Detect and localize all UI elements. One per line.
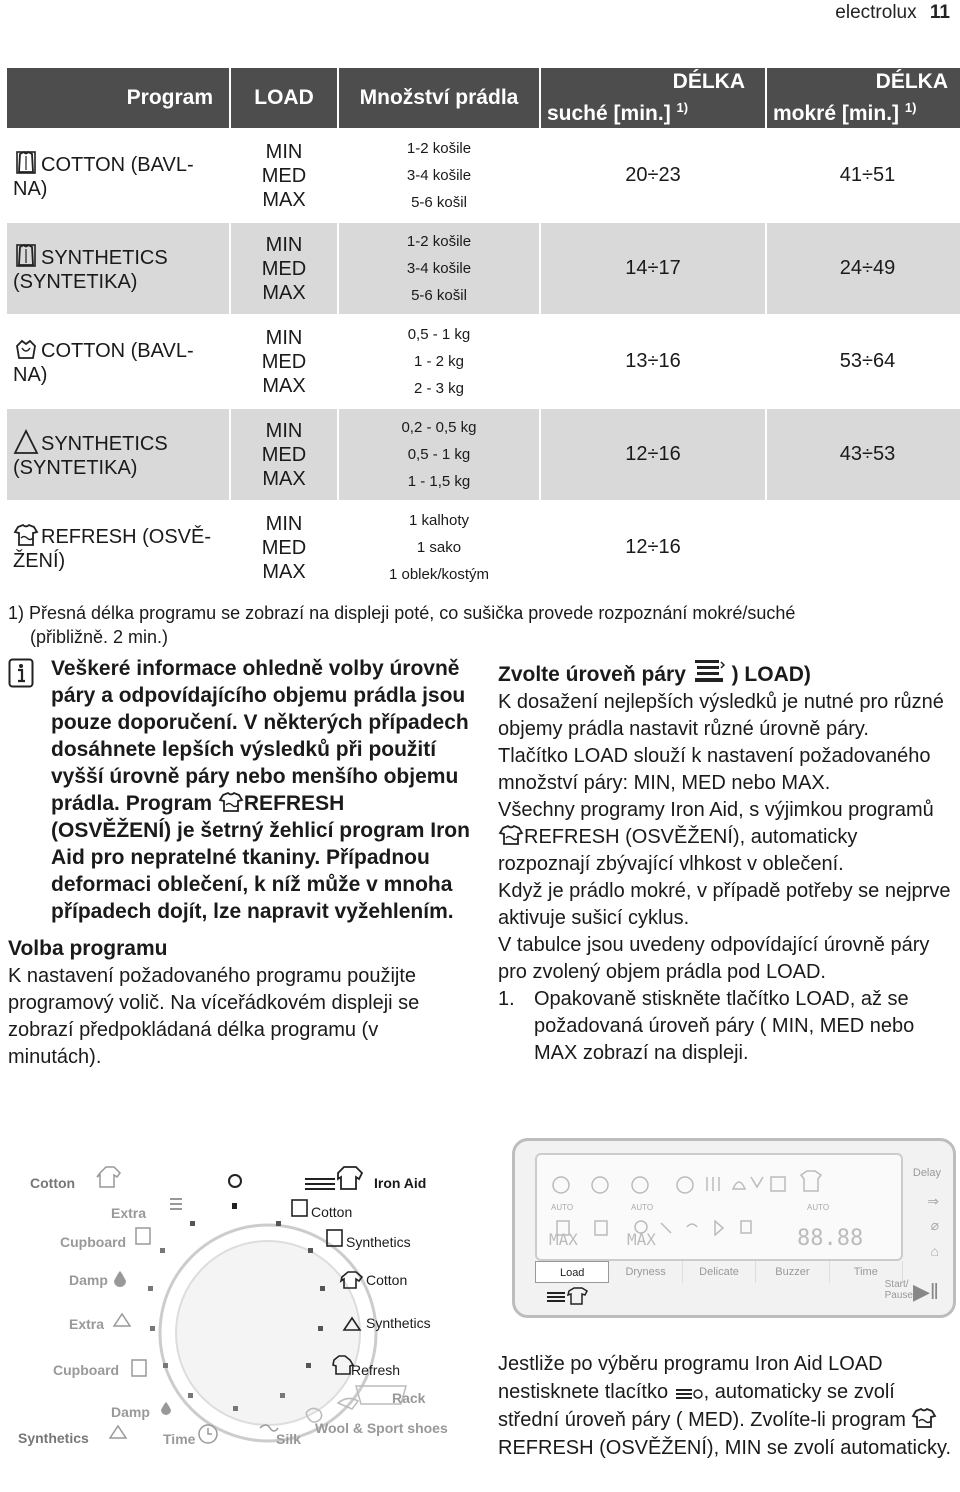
header-load: LOAD bbox=[231, 68, 337, 130]
dial-label-cupboard-synth: Cupboard bbox=[53, 1362, 120, 1378]
load-cell bbox=[231, 409, 337, 502]
amount-value: 0,5 - 1 kg bbox=[407, 326, 471, 343]
header-wet-title: DÉLKA bbox=[875, 70, 948, 93]
program-name: REFRESH (OSVĚ-ŽENÍ) bbox=[13, 526, 212, 572]
dial-label-cotton: Cotton bbox=[30, 1175, 76, 1191]
dial-label-ia-refresh: Refresh bbox=[351, 1362, 401, 1378]
triangle-icon bbox=[13, 429, 39, 455]
program-name: SYNTHETICS (SYNTETIKA) bbox=[13, 433, 168, 479]
dial-label-time: Time bbox=[163, 1431, 196, 1447]
steam-level-icon bbox=[674, 1385, 704, 1401]
load-button[interactable]: Load bbox=[535, 1261, 609, 1283]
amount-value: 1 oblek/kostým bbox=[388, 566, 490, 583]
dial-label-ia-cotton2: Cotton bbox=[366, 1272, 408, 1288]
load-level: MED bbox=[261, 257, 307, 280]
dial-label-ia-cotton: Cotton bbox=[311, 1204, 353, 1220]
refresh-shirt-icon bbox=[218, 791, 244, 813]
program-name-cell bbox=[7, 502, 229, 595]
load-cell bbox=[231, 223, 337, 316]
shirt-icon bbox=[13, 150, 39, 176]
page-number: 11 bbox=[929, 2, 950, 23]
dry-time-cell: 20÷23 bbox=[541, 130, 765, 223]
display bbox=[535, 1153, 903, 1261]
load-cell bbox=[231, 316, 337, 409]
program-name: COTTON (BAVL-NA) bbox=[13, 154, 194, 200]
load-level: MIN bbox=[265, 512, 303, 535]
notice-part1: Veškeré informace ohledně volby úrovně páry a odpovídajícího objemu prádla jsou pouze doporučení. V některých případech dosáhnete lepších výsledků při použití vyšší úrovně páry nebo menšího objemu prádla. Program bbox=[51, 657, 469, 815]
amount-value: 5-6 košil bbox=[411, 287, 467, 304]
header-dry-title: DÉLKA bbox=[672, 70, 745, 93]
dial-label-wool: Wool & Sport shoes bbox=[315, 1420, 448, 1436]
footnote-line2: (přibližně. 2 min.) bbox=[30, 627, 169, 647]
step-1 bbox=[498, 986, 954, 1067]
amount-value: 1-2 košile bbox=[406, 140, 472, 157]
step-number: 1. bbox=[498, 988, 515, 1010]
dry-time-cell: 13÷16 bbox=[541, 316, 765, 409]
dryness-button[interactable]: Dryness bbox=[609, 1261, 682, 1283]
load-level: MED bbox=[261, 164, 307, 187]
dial-label-damp: Damp bbox=[69, 1272, 108, 1288]
program-name: SYNTHETICS (SYNTETIKA) bbox=[13, 247, 168, 293]
amount-cell bbox=[339, 223, 539, 316]
table-row bbox=[7, 130, 960, 223]
notice-part2: REFRESH (OSVĚŽENÍ) je šetrný žehlicí program Iron Aid pro nepratelné tkaniny. Případnou deformaci oblečení, k níž může v mnoha případech dojít, lze napravit vyžehlením. bbox=[51, 792, 470, 923]
wet-time-cell: 24÷49 bbox=[767, 223, 960, 316]
amount-value: 0,5 - 1 kg bbox=[407, 446, 471, 463]
shirt-icon bbox=[13, 243, 39, 269]
header-dry-sub: suché [min.] bbox=[547, 102, 671, 125]
program-table bbox=[5, 68, 960, 595]
svg-text:MAX: MAX bbox=[549, 1230, 578, 1249]
steam-p3 bbox=[498, 797, 954, 878]
amount-cell bbox=[339, 409, 539, 502]
table-row bbox=[7, 316, 960, 409]
buzzer-button[interactable]: Buzzer bbox=[756, 1261, 829, 1283]
cotton-flower-icon bbox=[13, 336, 39, 362]
dial-label-cupboard: Cupboard bbox=[60, 1234, 127, 1250]
display-icons bbox=[537, 1155, 905, 1263]
svg-text:MAX: MAX bbox=[627, 1230, 656, 1249]
bottom-note-b: , automaticky se zvolí střední úroveň páry ( MED). Zvolíte-li program bbox=[498, 1381, 912, 1431]
load-level: MAX bbox=[262, 560, 306, 583]
steam-p4: Když je prádlo mokré, v případě potřeby se nejprve aktivuje sušicí cyklus. bbox=[498, 880, 951, 929]
dial-knob[interactable] bbox=[153, 1218, 383, 1448]
arrow-icon[interactable]: ⇒ bbox=[927, 1193, 939, 1209]
left-column bbox=[8, 655, 470, 1071]
amount-value: 1 kalhoty bbox=[408, 512, 470, 529]
dial-label-damp-synth: Damp bbox=[111, 1404, 150, 1420]
header-program: Program bbox=[7, 68, 229, 130]
amount-value: 1 sako bbox=[416, 539, 462, 556]
wet-time-cell: 53÷64 bbox=[767, 316, 960, 409]
steam-p5: V tabulce jsou uvedeny odpovídající úrovně páry pro zvolený objem prádla pod LOAD. bbox=[498, 934, 930, 983]
program-name-cell bbox=[7, 316, 229, 409]
amount-cell bbox=[339, 502, 539, 595]
dial-label-ia-synthetics2: Synthetics bbox=[366, 1315, 431, 1331]
time-button[interactable]: Time bbox=[830, 1261, 903, 1283]
program-dial-illustration bbox=[8, 1148, 473, 1488]
dial-label-rack: Rack bbox=[392, 1390, 426, 1406]
program-name-cell bbox=[7, 130, 229, 223]
amount-value: 1 - 2 kg bbox=[413, 353, 465, 370]
steam-heading-a: Zvolte úroveň páry bbox=[498, 663, 686, 686]
steam-p3b: REFRESH (OSVĚŽENÍ), automaticky rozpoznají zbývající vlhkost v oblečení. bbox=[498, 826, 858, 875]
bottom-note-c: REFRESH (OSVĚŽENÍ), MIN se zvolí automaticky. bbox=[498, 1437, 952, 1459]
wet-time-cell bbox=[767, 502, 960, 595]
header-amount: Množství prádla bbox=[339, 68, 539, 130]
dial-label-ia-synthetics: Synthetics bbox=[346, 1234, 411, 1250]
dry-time-cell: 12÷16 bbox=[541, 409, 765, 502]
bottom-note bbox=[498, 1350, 956, 1462]
steam-p3a: Všechny programy Iron Aid, s výjimkou programů bbox=[498, 799, 934, 821]
dial-label-iron-aid: Iron Aid bbox=[374, 1175, 427, 1191]
display-digits: 88.88 bbox=[797, 1226, 864, 1251]
load-level: MIN bbox=[265, 326, 303, 349]
load-level: MAX bbox=[262, 467, 306, 490]
wet-time-cell: 41÷51 bbox=[767, 130, 960, 223]
program-name: COTTON (BAVL-NA) bbox=[13, 340, 194, 386]
amount-value: 0,2 - 0,5 kg bbox=[401, 419, 477, 436]
start-pause-label: Start/ Pause bbox=[884, 1279, 913, 1301]
control-panel-illustration bbox=[512, 1138, 956, 1318]
svg-text:AUTO: AUTO bbox=[631, 1203, 654, 1212]
footnote-mark: 1) bbox=[676, 100, 689, 115]
amount-value: 3-4 košile bbox=[406, 167, 472, 184]
dial-label-synthetics: Synthetics bbox=[18, 1430, 89, 1446]
table-row bbox=[7, 502, 960, 595]
dry-time-cell: 14÷17 bbox=[541, 223, 765, 316]
steam-p1: K dosažení nejlepších výsledků je nutné pro různé objemy prádla nastavit různé úrovně páry. bbox=[498, 691, 944, 740]
program-select-heading: Volba programu bbox=[8, 937, 168, 960]
dial-label-extra-synth: Extra bbox=[69, 1316, 105, 1332]
load-level: MIN bbox=[265, 419, 303, 442]
right-column bbox=[498, 658, 954, 1067]
refresh-shirt-icon bbox=[13, 522, 39, 548]
amount-value: 5-6 košil bbox=[411, 194, 467, 211]
load-cell bbox=[231, 502, 337, 595]
notice-text bbox=[51, 655, 470, 925]
program-select-text: K nastavení požadovaného programu použijte programový volič. Na víceřádkovém displeji se zobrazí předpokládaná délka programu (v minutách). bbox=[8, 965, 420, 1068]
step-text: Opakovaně stiskněte tlačítko LOAD, až se požadovaná úroveň páry ( MIN, MED nebo MAX zobrazí na displeji. bbox=[534, 988, 915, 1064]
amount-value: 1-2 košile bbox=[406, 233, 472, 250]
table-row bbox=[7, 223, 960, 316]
steam-heading bbox=[498, 658, 954, 689]
footnote bbox=[8, 601, 948, 649]
start-pause-icon[interactable]: ▶‖ bbox=[912, 1279, 939, 1304]
dry-time-cell: 12÷16 bbox=[541, 502, 765, 595]
tank-icon[interactable]: ⌂ bbox=[930, 1243, 939, 1259]
wet-time-cell: 43÷53 bbox=[767, 409, 960, 502]
refresh-shirt-icon bbox=[911, 1407, 937, 1429]
table-row bbox=[7, 409, 960, 502]
steam-level-icon bbox=[692, 658, 726, 684]
load-cell bbox=[231, 130, 337, 223]
load-level: MED bbox=[261, 443, 307, 466]
svg-text:AUTO: AUTO bbox=[551, 1203, 574, 1212]
program-name-cell bbox=[7, 223, 229, 316]
load-level: MED bbox=[261, 350, 307, 373]
delay-label: Delay bbox=[912, 1167, 941, 1179]
steam-heading-b: ) LOAD) bbox=[731, 663, 811, 686]
load-level: MAX bbox=[262, 188, 306, 211]
load-level: MIN bbox=[265, 233, 303, 256]
load-level: MAX bbox=[262, 374, 306, 397]
load-level: MIN bbox=[265, 140, 303, 163]
load-level: MED bbox=[261, 536, 307, 559]
page-header bbox=[835, 2, 950, 24]
amount-value: 1 - 1,5 kg bbox=[407, 473, 471, 490]
refresh-shirt-icon bbox=[498, 824, 524, 846]
header-dry bbox=[541, 68, 765, 130]
dial-label-extra: Extra bbox=[111, 1205, 147, 1221]
header-wet-sub: mokré [min.] bbox=[773, 102, 900, 125]
bottom-note-a: Jestliže po výběru programu Iron Aid LOAD nestisknete tlacítko bbox=[498, 1353, 883, 1403]
svg-text:AUTO: AUTO bbox=[807, 1203, 830, 1212]
footnote-line1: 1) Přesná délka programu se zobrazí na displeji poté, co sušička provede rozpoznání mokré/suché bbox=[8, 603, 796, 623]
amount-value: 2 - 3 kg bbox=[413, 380, 465, 397]
steam-p2: Tlačítko LOAD slouží k nastavení požadovaného množství páry: MIN, MED nebo MAX. bbox=[498, 745, 931, 794]
header-wet bbox=[767, 68, 960, 130]
amount-value: 3-4 košile bbox=[406, 260, 472, 277]
load-level: MAX bbox=[262, 281, 306, 304]
amount-cell bbox=[339, 316, 539, 409]
panel-button-row bbox=[535, 1261, 903, 1283]
brand-name: electrolux bbox=[835, 2, 917, 23]
dial-label-silk: Silk bbox=[276, 1431, 301, 1447]
amount-cell bbox=[339, 130, 539, 223]
delicate-button[interactable]: Delicate bbox=[683, 1261, 756, 1283]
lock-icon[interactable]: ⌀ bbox=[930, 1217, 939, 1233]
program-name-cell bbox=[7, 409, 229, 502]
info-icon bbox=[8, 658, 34, 688]
steam-load-icon bbox=[545, 1287, 595, 1307]
footnote-mark: 1) bbox=[904, 100, 917, 115]
